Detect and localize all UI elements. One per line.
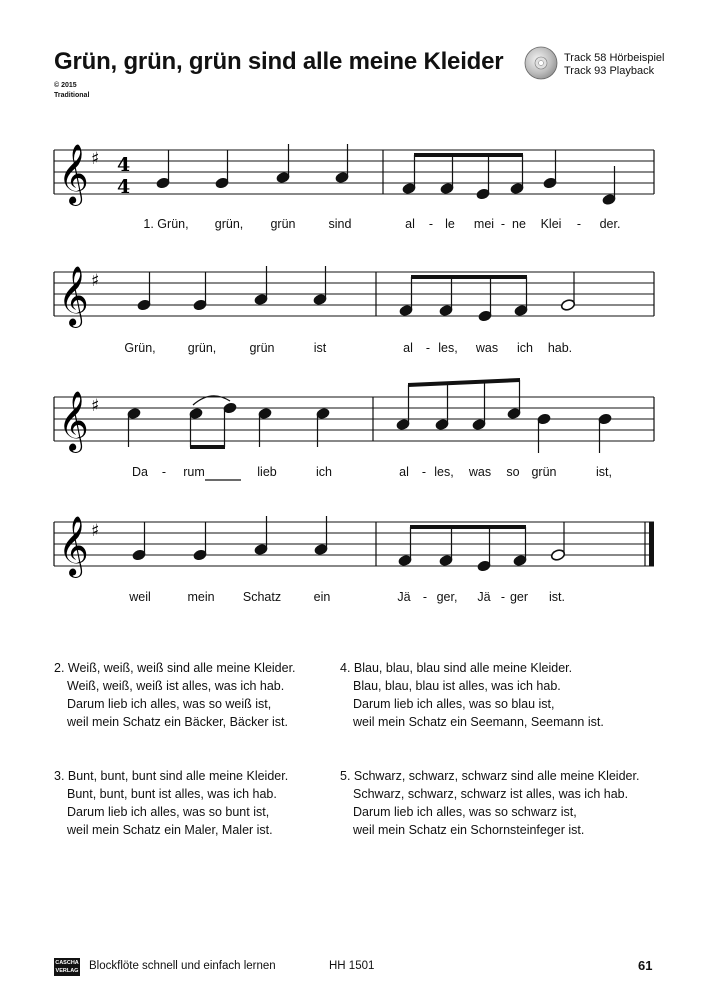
lyric-syllable: rum xyxy=(183,465,205,479)
lyric-syllable: ne xyxy=(512,217,526,231)
footer-code: HH 1501 xyxy=(329,960,375,972)
time-sig-top: 4 xyxy=(117,154,131,176)
lyric-syllable: Schatz xyxy=(242,590,282,604)
verse-line: 5. Schwarz, schwarz, schwarz sind alle meine Kleider. xyxy=(340,769,640,783)
notes xyxy=(156,144,616,206)
lyric-syllable: - xyxy=(161,465,167,479)
verse-line: Blau, blau, blau ist alles, was ich hab. xyxy=(353,679,561,693)
lyric-syllable: ich xyxy=(316,465,332,479)
lyric-syllable: les, xyxy=(438,341,458,355)
lyric-syllable: mei xyxy=(473,217,495,231)
cd-icon xyxy=(524,46,558,80)
notes xyxy=(127,378,612,453)
sharp-sign-icon: ♯ xyxy=(91,149,100,169)
lyric-syllable: Da xyxy=(132,465,148,479)
lyric-syllable: weil xyxy=(129,590,151,604)
lyric-syllable: mein xyxy=(187,590,215,604)
final-barline xyxy=(649,522,654,566)
staff-system-1 xyxy=(0,120,707,220)
lyric-syllable: - xyxy=(500,590,506,604)
lyric-syllable: - xyxy=(425,341,431,355)
page-number: 61 xyxy=(638,958,653,973)
publisher-logo: CASCHA VERLAG xyxy=(55,960,79,974)
song-title: Grün, grün, grün sind alle meine Kleider xyxy=(54,48,504,75)
lyric-syllable: lieb xyxy=(257,465,277,479)
lyric-syllable: - xyxy=(422,590,428,604)
verse-line: Weiß, weiß, weiß ist alles, was ich hab. xyxy=(67,679,285,693)
verse-line: Darum lieb ich alles, was so bunt ist, xyxy=(67,805,270,819)
sharp-sign-icon: ♯ xyxy=(91,521,100,541)
time-sig-bottom: 4 xyxy=(117,176,131,198)
lyric-syllable: 1. Grün, xyxy=(143,217,189,231)
verse-line: Darum lieb ich alles, was so schwarz ist, xyxy=(353,805,577,819)
lyric-syllable: - xyxy=(500,217,506,231)
verse-5 xyxy=(340,767,639,839)
verse-line: weil mein Schatz ein Bäcker, Bäcker ist. xyxy=(67,715,288,729)
lyric-syllable: - xyxy=(576,217,582,231)
verse-3 xyxy=(54,767,288,839)
lyric-syllable: ich xyxy=(517,341,533,355)
lyric-syllable: grün, xyxy=(187,341,217,355)
lyric-syllable: ger xyxy=(509,590,529,604)
verse-line: Bunt, bunt, bunt ist alles, was ich hab. xyxy=(67,787,277,801)
lyric-syllable: Grün, xyxy=(124,341,156,355)
staff-system-3 xyxy=(0,367,707,467)
lyric-syllable: ist. xyxy=(549,590,565,604)
treble-clef-icon: 𝄞 xyxy=(58,266,89,326)
sharp-sign-icon: ♯ xyxy=(91,271,100,291)
track-info xyxy=(564,52,664,78)
footer-book-title: Blockflöte schnell und einfach lernen xyxy=(89,960,276,972)
lyric-syllable: der. xyxy=(599,217,621,231)
sharp-sign-icon: ♯ xyxy=(91,396,100,416)
verse-line: 3. Bunt, bunt, bunt sind alle meine Kleider. xyxy=(54,769,289,783)
melisma-line xyxy=(205,478,245,482)
staff-system-2 xyxy=(0,242,707,342)
lyric-syllable: ger, xyxy=(436,590,458,604)
lyric-syllable: was xyxy=(468,465,492,479)
composer: Traditional xyxy=(54,92,90,99)
track-playback: Track 93 Playback xyxy=(564,65,655,77)
lyric-syllable: al xyxy=(399,465,409,479)
verse-line: weil mein Schatz ein Seemann, Seemann ist. xyxy=(353,715,604,729)
verse-4 xyxy=(340,659,604,731)
lyric-syllable: Klei xyxy=(540,217,562,231)
lyric-syllable: ist, xyxy=(596,465,612,479)
lyric-syllable: al xyxy=(405,217,415,231)
verse-line: weil mein Schatz ein Schornsteinfeger ist. xyxy=(353,823,585,837)
lyric-syllable: le xyxy=(445,217,455,231)
verse-line: Darum lieb ich alles, was so weiß ist, xyxy=(67,697,272,711)
lyric-syllable: al xyxy=(403,341,413,355)
verse-line: Schwarz, schwarz, schwarz ist alles, was ich hab. xyxy=(353,787,629,801)
lyric-syllable: - xyxy=(421,465,427,479)
treble-clef-icon: 𝄞 xyxy=(58,516,89,576)
lyric-syllable: grün xyxy=(249,341,275,355)
copyright: © 2015 xyxy=(54,82,77,89)
verse-line: 4. Blau, blau, blau sind alle meine Kleider. xyxy=(340,661,573,675)
verse-line: 2. Weiß, weiß, weiß sind alle meine Kleider. xyxy=(54,661,296,675)
lyric-syllable: - xyxy=(428,217,434,231)
lyric-syllable: so xyxy=(506,465,520,479)
lyric-syllable: les, xyxy=(434,465,454,479)
lyric-syllable: Jä xyxy=(397,590,411,604)
verse-2 xyxy=(54,659,296,731)
verse-line: weil mein Schatz ein Maler, Maler ist. xyxy=(67,823,273,837)
track-hoerbeispiel: Track 58 Hörbeispiel xyxy=(564,52,665,64)
treble-clef-icon: 𝄞 xyxy=(58,391,89,451)
lyric-syllable: was xyxy=(475,341,499,355)
lyric-syllable: sind xyxy=(328,217,352,231)
lyric-syllable: hab. xyxy=(547,341,573,355)
lyric-syllable: ein xyxy=(313,590,331,604)
staff-system-4 xyxy=(0,492,707,592)
verse-line: Darum lieb ich alles, was so blau ist, xyxy=(353,697,555,711)
lyric-syllable: Jä xyxy=(477,590,491,604)
lyric-syllable: grün xyxy=(270,217,296,231)
staff-lines xyxy=(54,150,654,194)
lyric-syllable: ist xyxy=(313,341,327,355)
lyric-syllable: grün xyxy=(531,465,557,479)
lyric-syllable: grün, xyxy=(214,217,244,231)
staff-lines xyxy=(54,397,654,441)
treble-clef-icon: 𝄞 xyxy=(58,144,89,204)
